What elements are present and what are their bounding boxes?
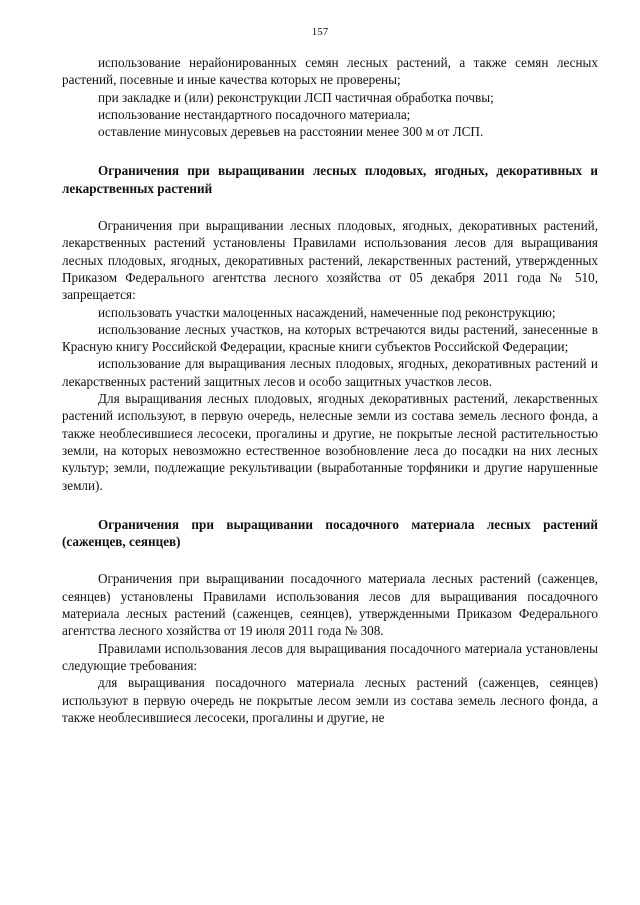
list-item: использование для выращивания лесных плодовых, ягодных, декоративных растений и лекарственных растений защитных лесов и особо защитных участков лесов. bbox=[62, 356, 598, 389]
paragraph: Ограничения при выращивании лесных плодовых, ягодных, декоративных растений, лекарственных растений установлены Правилами использования лесов для выращивания лесных плодовых, ягодных, декоративных растений, лекарственных растений, утвержденных Приказом Федерального агентства лесного хозяйства от 05 декабря 2011 года № 510, запрещается: bbox=[62, 218, 598, 303]
list-item: при закладке и (или) реконструкции ЛСП частичная обработка почвы; bbox=[98, 89, 494, 105]
list-item: оставление минусовых деревьев на расстоянии менее 300 м от ЛСП. bbox=[98, 124, 484, 140]
page-number: 157 bbox=[311, 26, 329, 38]
page-content bbox=[62, 54, 598, 726]
paragraph: Ограничения при выращивании посадочного материала лесных растений (саженцев, сеянцев) установлены Правилами использования лесов для выращивания посадочного материала лесных растений (саженцев, сеянцев), утвержденными Приказом Федерального агентства лесного хозяйства от 19 июля 2011 года № 308. bbox=[62, 571, 598, 639]
spacer bbox=[62, 197, 598, 217]
list-item: использовать участки малоценных насаждений, намеченные под реконструкцию; bbox=[98, 304, 556, 320]
section-heading-planting-material: Ограничения при выращивании посадочного материала лесных растений (саженцев, сеянцев) bbox=[62, 516, 598, 550]
section-heading-fruit-berry-plants: Ограничения при выращивании лесных плодовых, ягодных, декоративных и лекарственных растений bbox=[62, 163, 598, 196]
list-item: использование лесных участков, на которых встречаются виды растений, занесенные в Красную книгу Российской Федерации, красные книги субъектов Российской Федерации; bbox=[62, 321, 598, 355]
list-item: использование нестандартного посадочного материала; bbox=[98, 106, 411, 122]
list-item: для выращивания посадочного материала лесных растений (саженцев, сеянцев) используют в первую очередь не покрытые лесом земли из состава земель лесного фонда, а также необлесившиеся лесосеки, прогалины и другие, не bbox=[62, 675, 598, 725]
spacer bbox=[62, 550, 598, 570]
list-item: использование нерайонированных семян лесных растений, а также семян лесных растений, посевные и иные качества которых не проверены; bbox=[62, 55, 598, 88]
spacer bbox=[62, 494, 598, 516]
paragraph: Для выращивания лесных плодовых, ягодных декоративных растений, лекарственных растений используют, в первую очередь, нелесные земли из состава земель лесного фонда, а также необлесившиеся лесосеки, прогалины и другие, не покрытые лесной растительностью земли, на которых невозможно естественное возобновление леса до посадки на них лесных культур; земли, подлежащие рекультивации (выработанные торфяники и другие нарушенные земли). bbox=[62, 391, 598, 493]
paragraph: Правилами использования лесов для выращивания посадочного материала установлены следующие требования: bbox=[62, 640, 598, 673]
spacer bbox=[62, 140, 598, 162]
